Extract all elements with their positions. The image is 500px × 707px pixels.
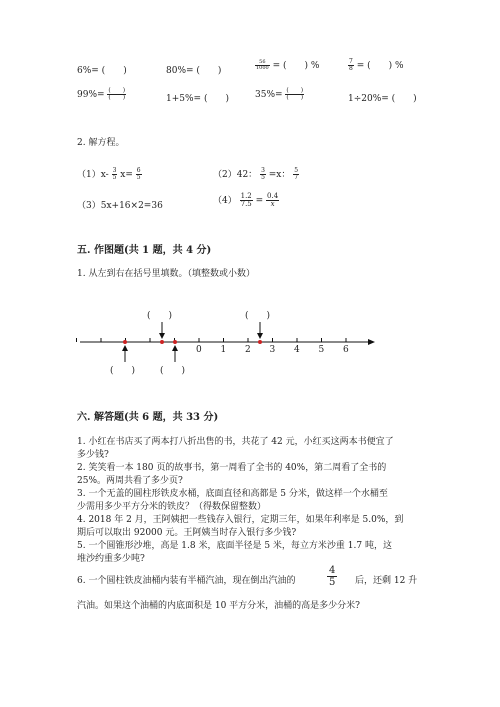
tick-label-3: 3 (269, 345, 276, 355)
section5-title: 五. 作图题(共 1 题，共 4 分) (77, 245, 212, 256)
up-arrow-right-head-icon (172, 345, 178, 351)
problem-6-fraction: $\frac{4}{5}$ (329, 565, 336, 588)
down-arrow-left-head-icon (159, 333, 165, 339)
tick-label-5: 5 (318, 345, 325, 355)
problem-6-line-1-post: 后，还剩 12 升 (355, 576, 418, 586)
axis-arrow-head (368, 339, 375, 345)
problem-6-line-1-pre: 6. 一个圆柱铁皮油桶内装有半桶汽油，现在倒出汽油的 (77, 576, 296, 586)
tick-label-0: 0 (196, 345, 202, 355)
problem-4-line-2: 期后可以取出 92000 元。王阿姨当时存入银行多少钱? (77, 528, 297, 538)
tick-label-1: 1 (220, 345, 227, 355)
point-marker-3 (173, 340, 177, 344)
q1-item-3: $\frac{56}{1000}$ = ( ) % (256, 59, 320, 71)
blank-bottom-right: ( ) (160, 366, 186, 376)
problem-1-line-2: 多少钱? (77, 450, 109, 460)
point-marker-2 (160, 340, 164, 344)
down-arrow-right-head-icon (257, 333, 263, 339)
q1-item-8: 1÷20%= ( ) (348, 94, 417, 104)
problem-3-line-2: 少需用多少平方分米的铁皮？（得数保留整数） (77, 502, 267, 512)
up-arrow-left-head-icon (122, 345, 128, 351)
problem-2-line-1: 2. 笑笑看一本 180 页的故事书，第一周看了全书的 40%，第二周看了全书的 (77, 463, 387, 473)
problem-1-line-1: 1. 小红在书店买了两本打八折出售的书，共花了 42 元，小红买这两本书便宜了 (77, 437, 394, 447)
problem-5-line-2: 堆沙约重多少吨? (77, 554, 145, 564)
blank-bottom-left: ( ) (110, 366, 136, 376)
q1-item-6: 1+5%= ( ) (166, 94, 229, 104)
q2-title: 2. 解方程。 (77, 138, 125, 148)
tick-marks (77, 338, 347, 342)
q2-eq1: （1）x- $\frac{3}{5}$ x= $\frac{6}{5}$ (77, 167, 141, 181)
point-marker-4 (258, 340, 262, 344)
section5-q1: 1. 从左到右在括号里填数。（填整数或小数） (77, 269, 255, 279)
q1-item-5: 99%= $\frac{( )}{( )}$ (77, 87, 126, 101)
q1-item-4: $\frac{7}{8}$ = ( ) % (349, 58, 404, 72)
tick-label-2: 2 (245, 345, 251, 355)
q2-eq4: （4） $\frac{1.2}{7.5}$ = $\frac{0.4}{x}$ (213, 192, 279, 208)
q2-eq2: （2）42： $\frac{3}{5}$ =x： $\frac{5}{7}$ (213, 167, 299, 181)
problem-5-line-1: 5. 一个圆锥形沙堆，高是 1.8 米，底面半径是 5 米，每立方米沙重 1.7 吨，这 (77, 541, 392, 551)
point-marker-1 (123, 340, 127, 344)
q1-item-1: 6%= ( ) (77, 66, 127, 76)
problem-3-line-1: 3. 一个无盖的圆柱形铁皮水桶，底面直径和高都是 5 分米，做这样一个水桶至 (77, 489, 388, 499)
tick-label-6: 6 (343, 345, 349, 355)
q2-eq3: （3）5x+16×2=36 (77, 201, 163, 211)
problem-2-line-2: 25%。两周共看了多少页? (77, 476, 183, 486)
problem-6-line-2: 汽油。如果这个油桶的内底面积是 10 平方分米，油桶的高是多少分米? (77, 601, 361, 611)
section6-title: 六. 解答题(共 6 题，共 33 分) (77, 412, 219, 423)
blank-top-right: ( ) (245, 311, 271, 321)
tick-label-4: 4 (294, 345, 300, 355)
q1-item-2: 80%= ( ) (166, 66, 222, 76)
blank-top-left: ( ) (147, 311, 173, 321)
problem-4-line-1: 4. 2018 年 2 月，王阿姨把一些钱存入银行，定期三年，如果年利率是 5.0%，到 (77, 515, 404, 525)
q1-item-7: 35%= $\frac{( )}{( )}$ (255, 87, 304, 101)
